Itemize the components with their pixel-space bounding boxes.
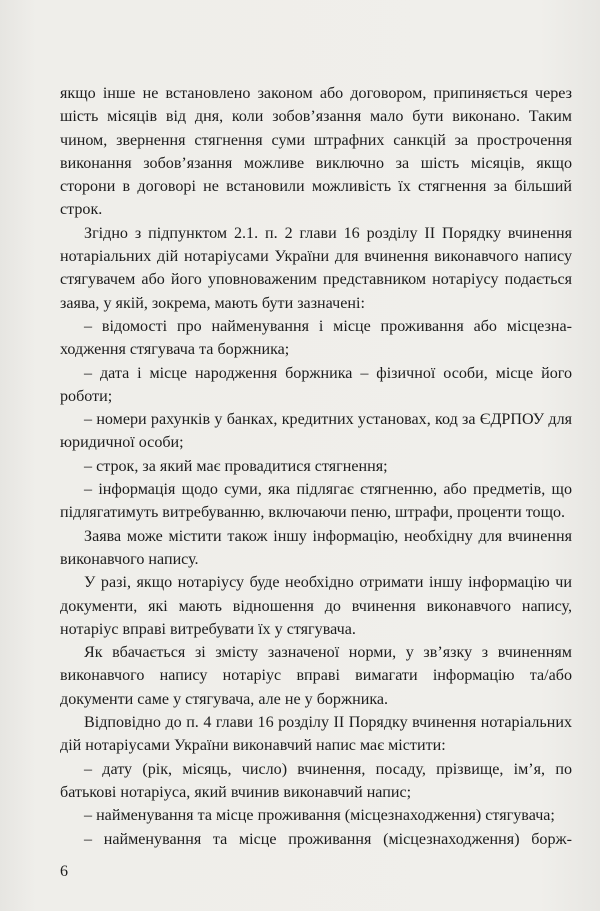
list-item-amount-info: – інформація щодо суми, яка підлягає стягненню, або предметів, що підлягатимуть витребуванню, включаючи пеню, штрафи, проценти тощо. [60, 481, 572, 522]
list-item-bank-accounts: – номери рахунків у банках, кредитних установах, код за ЄДРПОУ для юридичної особи; [60, 411, 572, 452]
paragraph-other-information: Заява може містити також іншу інформацію, необхідну для вчинення виконавчого напису. [60, 527, 572, 568]
list-item-debtor: – найменування та місце проживання (місцезнаходження) борж- [84, 830, 572, 848]
list-item-term: – строк, за який має провадитися стягнення; [84, 457, 388, 475]
list-item-birth-date: – дата і місце народження боржника – фізичної особи, місце його роботи; [60, 364, 572, 405]
paragraph-norm-interpretation: Як вбачається зі змісту зазначеної норми, у зв’язку з вчиненням виконавчого напису нотаріус вправі вимагати інформацію та/або документи саме у стягувача, але не у боржника. [60, 644, 572, 708]
list-item-claimant: – найменування та місце проживання (місцезнаходження) стягувача; [84, 807, 555, 825]
paragraph-writ-contents: Відповідно до п. 4 глави 16 розділу II Порядку вчинення нотаріальних дій нотаріусами України виконавчий напис має містити: [60, 714, 572, 755]
paragraph-continuation: якщо інше не встановлено законом або договором, припиняється через шість місяців від дня, коли зобов’язання мало бути виконано. Таким чином, звернення стягнення суми штрафних санкцій за прострочення виконання зобов’язання можливе виключно за шість місяців, якщо сторони в договорі не встановили можливість їх стягнення за більший строк. [60, 85, 572, 219]
page-number: 6 [60, 863, 68, 880]
paragraph-request-documents: У разі, якщо нотаріусу буде необхідно отримати іншу інформацію чи документи, які мають відношення до вчинення виконавчого напису, нотаріус вправі витребувати їх у стягувача. [60, 574, 572, 638]
paragraph-procedure-reference: Згідно з підпунктом 2.1. п. 2 глави 16 розділу II Порядку вчинення нотаріальних дій нотаріусами України для вчинення виконавчого напису стягувачем або його уповноваженим представником нотаріусу подається заява, у якій, зокрема, мають бути зазначені: [60, 224, 572, 312]
list-item-names-addresses: – відомості про найменування і місце проживання або місцезнаходження стягувача та боржника; [60, 317, 572, 359]
body-text [60, 82, 572, 851]
list-item-date-notary: – дату (рік, місяць, число) вчинення, посаду, прізвище, ім’я, по батькові нотаріуса, який вчинив виконавчий напис; [60, 760, 572, 801]
